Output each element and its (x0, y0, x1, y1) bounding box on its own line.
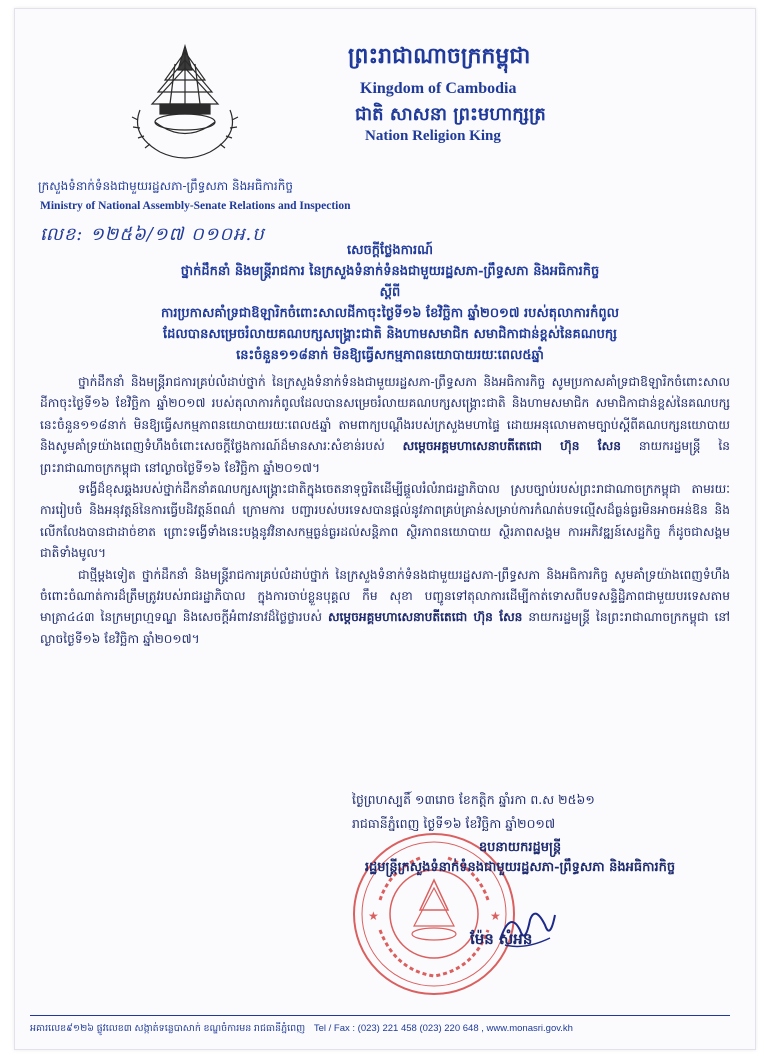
national-motto-en: Nation Religion King (365, 128, 501, 144)
footer-divider (30, 1015, 730, 1016)
title-line-3: ស្តីពី (379, 285, 401, 300)
solar-date: រាជធានីភ្នំពេញ ថ្ងៃទី១៦ ខែវិច្ឆិកា ឆ្នាំ២០១៧ (352, 816, 556, 831)
title-line-4: ការប្រកាសគាំទ្រជាឱឡារិកចំពោះសាលដីកាចុះថ្ងៃទី១៦ ខែវិច្ឆិកា ឆ្នាំ២០១៧ របស់តុលាការកំពូល (161, 306, 619, 321)
signer-name: ម៉ែន សំអន (470, 930, 533, 948)
deputy-pm-title: ឧបនាយករដ្ឋមន្ត្រី (478, 840, 562, 855)
pm-name: សម្តេចអគ្គមហាសេនាបតីតេជោ ហ៊ុន សែន (402, 439, 621, 454)
lunar-date: ថ្ងៃព្រហស្បតិ៍ ១៣រោច ខែកត្តិក ឆ្នាំរកា ព.ស ២៥៦១ (352, 792, 595, 807)
minister-title: រដ្ឋមន្ត្រីក្រសួងទំនាក់ទំនងជាមួយរដ្ឋសភា-ព្រឹទ្ធសភា និងអធិការកិច្ច (364, 860, 676, 875)
svg-text:★: ★ (368, 909, 379, 923)
title-line-5: ដែលបានសម្រេចរំលាយគណបក្សសង្គ្រោះជាតិ និងហាមសមាជិក សមាជិកាជាន់ខ្ពស់នៃគណបក្ស (163, 327, 617, 342)
footer-address: អគារលេខ៩១២៦ ផ្លូវលេខ៣ សង្កាត់ទន្លេបាសាក់ ខណ្ឌចំការមន រាជធានីភ្នំពេញ (30, 1023, 306, 1034)
footer (30, 1022, 730, 1036)
ministry-name-en: Ministry of National Assembly-Senate Relations and Inspection (40, 200, 351, 212)
paragraph-1: ថ្នាក់ដឹកនាំ និងមន្ត្រីរាជការគ្រប់លំដាប់ថ្នាក់ នៃក្រសួងទំនាក់ទំនងជាមួយរដ្ឋសភា-ព្រឹទ្ធសភា និងអធិការកិច្ច សូមប្រកាសគាំទ្រជាឱឡារិកចំពោះសាលដីកាចុះថ្ងៃទី១៦ ខែវិច្ឆិកា ឆ្នាំ២០១៧ របស់តុលាការកំពូលដែលបានសម្រេចរំលាយគណបក្សសង្គ្រោះជាតិ និងហាមសមាជិក សមាជិកាជាន់ខ្ពស់នៃគណបក្សនេះចំនួន១១៨នាក់ មិនឱ្យធ្វើសកម្មភាពនយោបាយរយៈពេល៥ឆ្នាំ តាមពាក្យបណ្តឹងរបស់ក្រសួងមហាផ្ទៃ ដោយអនុលោមតាមច្បាប់ស្តីពីគណបក្សនយោបាយ និងសូមគាំទ្រយ៉ាងពេញទំហឹងចំពោះសេចក្តីថ្លែងការណ៍ដ៏មានសារៈសំខាន់របស់ សម្តេចអគ្គមហាសេនាបតីតេជោ ហ៊ុន សែន នាយករដ្ឋមន្ត្រី នៃព្រះរាជាណាចក្រកម្ពុជា នៅល្ងាចថ្ងៃទី១៦ ខែវិច្ឆិកា ឆ្នាំ២០១៧។ (40, 375, 731, 475)
signatory-titles (300, 838, 740, 878)
title-line-1: សេចក្តីថ្លែងការណ៍ (346, 243, 433, 258)
kingdom-title-km: ព្រះរាជាណាចក្រកម្ពុជា (348, 43, 531, 69)
reference-number: លេខ: ១២៥៦/១៧ ០១០អ.ប (40, 224, 265, 245)
footer-contact: Tel / Fax : (023) 221 458 (023) 220 648 , www.monasri.gov.kh (313, 1023, 573, 1034)
paragraph-2: ទង្វើដ៏ខុសឆ្គងរបស់ថ្នាក់ដឹកនាំគណបក្សសង្គ្រោះជាតិក្នុងចេតនាទុច្ចរិតដើម្បីផ្តួលរំលំរាជរដ្ឋាភិបាល ស្របច្បាប់របស់ព្រះរាជាណាចក្រកម្ពុជា តាមរយៈការរៀបចំ និងអនុវត្តន៍នៃការធ្វើបដិវត្តន៍ពណ៌ ក្រោមការ បញ្ជារបស់បរទេសបានផ្តល់នូវភាពគ្រប់គ្រាន់សម្រាប់ការកំណត់បទល្មើសដ៏ធ្ងន់ធ្ងរមិនអាចអន់ឱន និងលើកលែងបានជាដាច់ខាត ព្រោះទង្វើទាំងនេះបង្កនូវវិនាសកម្មធ្ងន់ធ្ងរដល់សន្តិភាព ស្ថិរភាពនយោបាយ ស្ថិរភាពសង្គម ការអភិវឌ្ឍន៍សេដ្ឋកិច្ច ក៏ដូចជាសង្គមជាតិទាំងមូល។ (40, 482, 730, 561)
ministry-name-km: ក្រសួងទំនាក់ទំនងជាមួយរដ្ឋសភា-ព្រឹទ្ធសភា និងអធិការកិច្ច (38, 179, 293, 193)
kingdom-title-en: Kingdom of Cambodia (360, 80, 517, 97)
pm-name: សម្តេចអគ្គមហាសេនាបតីតេជោ ហ៊ុន សែន (327, 610, 523, 625)
title-line-6: នេះចំនួន១១៨នាក់ មិនឱ្យធ្វើសកម្មភាពនយោបាយរយៈពេល៥ឆ្នាំ (236, 348, 544, 363)
date-block (352, 788, 595, 836)
national-motto-km: ជាតិ សាសនា ព្រះមហាក្សត្រ (355, 104, 546, 125)
paragraph-3: ជាថ្មីម្តងទៀត ថ្នាក់ដឹកនាំ និងមន្ត្រីរាជការគ្រប់លំដាប់ថ្នាក់ នៃក្រសួងទំនាក់ទំនងជាមួយរដ្ឋសភា-ព្រឹទ្ធសភា និងអធិការកិច្ច សូមគាំទ្រយ៉ាងពេញទំហឹងចំពោះចំណាត់ការដ៏ត្រឹមត្រូវរបស់រាជរដ្ឋាភិបាល ក្នុងការចាប់ខ្លួនបុគ្គល កឹម សុខា បញ្ជូនទៅតុលាការដើម្បីកាត់ទោសពីបទសន្ទិដ្ឋិភាពជាមួយបរទេសតាមមាត្រា៤៤៣ នៃក្រមព្រហ្មទណ្ឌ និងសេចក្តីអំពាវនាវដ៏ថ្លៃថ្លារបស់ សម្តេចអគ្គមហាសេនាបតីតេជោ ហ៊ុន សែន នាយករដ្ឋមន្ត្រី នៃព្រះរាជាណាចក្រកម្ពុជា នៅល្ងាចថ្ងៃទី១៦ ខែវិច្ឆិកា ឆ្នាំ២០១៧។ (40, 567, 731, 646)
title-line-2: ថ្នាក់ដឹកនាំ និងមន្ត្រីរាជការ នៃក្រសួងទំនាក់ទំនងជាមួយរដ្ឋសភា-ព្រឹទ្ធសភា និងអធិការកិច្ច (180, 264, 600, 279)
statement-body (40, 372, 730, 650)
statement-title (40, 240, 740, 366)
royal-emblem-icon (120, 40, 250, 170)
svg-text:★: ★ (490, 909, 501, 923)
